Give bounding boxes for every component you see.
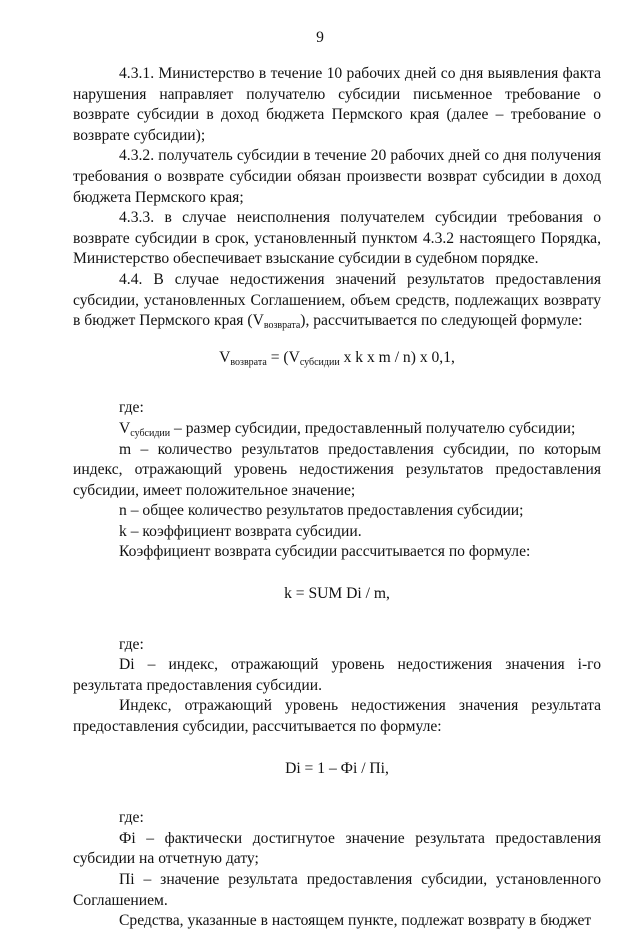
formula-return-volume — [73, 348, 601, 369]
formula-sub-return: возврата — [230, 356, 267, 368]
definition-m: m – количество результатов предоставления субсидии, по которым индекс, отражающий уровень недостижения результатов предоставления субсидии, имеет положительное значение; — [73, 440, 601, 499]
formula-v: V — [219, 348, 231, 366]
coefficient-intro: Коэффициент возврата субсидии рассчитывается по формуле: — [119, 543, 531, 561]
def-v-text: – размер субсидии, предоставленный получателю субсидии; — [170, 419, 576, 437]
definition-n: n – общее количество результатов предоставления субсидии; — [119, 502, 524, 520]
where-label-1: где: — [119, 399, 144, 417]
paragraph-4-3-3: 4.3.3. в случае неисполнения получателем субсидии требования о возврате субсидии в срок, установленный пунктом 4.3.2 настоящего Порядка, Министерство обеспечивает взыскание субсидии в судебном порядке. — [73, 209, 601, 268]
def-v-subscript: субсидии — [130, 427, 171, 439]
def-v-letter: V — [119, 419, 131, 437]
formula-mid: = (V — [266, 348, 300, 366]
formula-k: k = SUM Di / m, — [284, 585, 390, 603]
definition-fi: Фi – фактически достигнутое значение результата предоставления субсидии на отчетную дату; — [73, 829, 601, 868]
paragraph-4-3-1: 4.3.1. Министерство в течение 10 рабочих дней со дня выявления факта нарушения направляет получателю субсидии письменное требование о возврате субсидии в доход бюджета Пермского края (далее – требование о возврате субсидии); — [73, 65, 601, 144]
paragraph-4-4 — [73, 270, 601, 332]
where-label-2: где: — [119, 635, 144, 653]
formula-end: x k x m / n) x 0,1, — [339, 348, 455, 366]
page-number: 9 — [316, 29, 324, 46]
definition-k: k – коэффициент возврата субсидии. — [119, 522, 362, 540]
definition-di: Di – индекс, отражающий уровень недостижения значения i-го результата предоставления субсидии. — [73, 656, 601, 694]
paragraph-4-3-2: 4.3.2. получатель субсидии в течение 20 рабочих дней со дня получения требования о возврате субсидии обязан произвести возврат субсидии в доход бюджета Пермского края; — [73, 147, 601, 206]
paragraph-4-4-tail: ), рассчитывается по следующей формуле: — [300, 312, 583, 330]
index-intro: Индекс, отражающий уровень недостижения значения результата предоставления субсидии, рассчитывается по формуле: — [73, 697, 601, 736]
closing-paragraph: Средства, указанные в настоящем пункте, подлежат возврату в бюджет — [119, 912, 592, 930]
paragraph-4-4-text: 4.4. В случае недостижения значений результатов предоставления субсидии, установленных Соглашением, объем средств, подлежащих возврату в бюджет Пермского края (V — [73, 270, 601, 330]
formula-di: Di = 1 – Фi / Пi, — [285, 759, 389, 777]
definition-v-subsidy — [73, 419, 601, 440]
where-label-3: где: — [119, 809, 144, 827]
v-return-subscript: возврата — [263, 320, 301, 332]
document-body — [73, 64, 601, 932]
definition-pi: Пi – значение результата предоставления субсидии, установленного Соглашением. — [73, 871, 601, 909]
formula-sub-subsidy: субсидии — [299, 356, 340, 368]
